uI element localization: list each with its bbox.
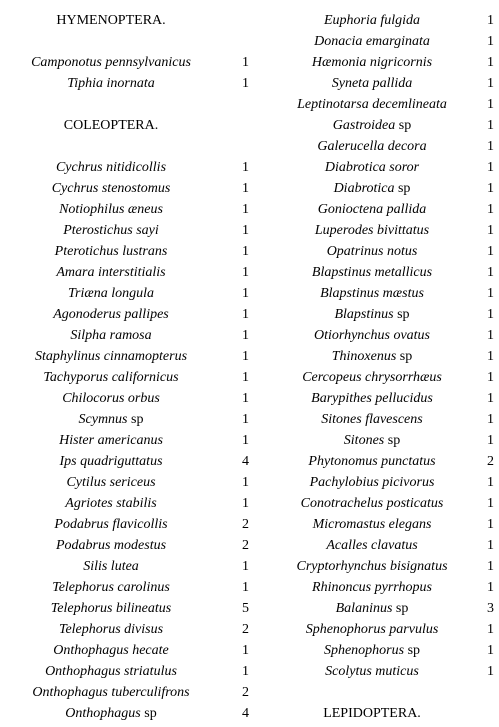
species-row: [286, 409, 499, 430]
species-count: 1: [242, 664, 249, 679]
blank-row: [286, 682, 499, 703]
species-row: [8, 598, 252, 619]
species-name: [286, 409, 458, 430]
species-count: 1: [242, 76, 249, 91]
species-name: [8, 199, 214, 220]
species-name-text: Telephorus divisus: [58, 622, 164, 637]
species-count: 1: [487, 76, 494, 91]
species-name: [8, 619, 214, 640]
species-count: 1: [242, 349, 249, 364]
species-name: [8, 409, 214, 430]
species-count: 1: [487, 97, 494, 112]
blank-row: [8, 136, 252, 157]
species-count: 1: [242, 286, 249, 301]
species-count: 2: [242, 538, 249, 553]
species-row: [286, 157, 499, 178]
species-count: 1: [487, 622, 494, 637]
section-heading: [8, 10, 252, 31]
species-name: [8, 535, 214, 556]
species-name: [286, 304, 458, 325]
species-row: [286, 325, 499, 346]
blank-row: [8, 31, 252, 52]
species-name: [286, 31, 458, 52]
species-count: 1: [487, 286, 494, 301]
species-row: [8, 409, 252, 430]
species-row: [286, 283, 499, 304]
species-name: [286, 451, 458, 472]
species-name: [286, 157, 458, 178]
left-column: [8, 10, 252, 724]
species-name: [286, 514, 458, 535]
species-name: [286, 73, 458, 94]
section-heading: [286, 703, 499, 724]
species-count: 1: [242, 412, 249, 427]
species-name-text: Notiophilus æneus: [59, 202, 163, 217]
species-name: [286, 472, 458, 493]
species-suffix: sp: [140, 706, 157, 721]
species-count: 1: [242, 370, 249, 385]
species-count: 1: [487, 475, 494, 490]
species-count: 1: [487, 223, 494, 238]
species-row: [286, 619, 499, 640]
species-count: 1: [242, 580, 249, 595]
species-count: 1: [487, 55, 494, 70]
species-count: 2: [487, 454, 494, 469]
species-count: 1: [487, 496, 494, 511]
species-row: [286, 73, 499, 94]
species-name-text: Rhinoncus pyrrhopus: [312, 580, 432, 595]
species-name-text: Diabrotica soror: [324, 160, 420, 175]
species-count: 5: [242, 601, 249, 616]
species-name-text: Telephorus carolinus: [52, 580, 170, 595]
species-row: [8, 640, 252, 661]
species-name-text: Tachyporus californicus: [43, 370, 179, 385]
species-count: 1: [487, 181, 494, 196]
species-name: [8, 388, 214, 409]
species-name: [8, 430, 214, 451]
species-count: 1: [242, 181, 249, 196]
species-count: 1: [487, 643, 494, 658]
species-name-text: Telephorus bilineatus: [50, 601, 172, 616]
species-name-text: Galerucella decora: [317, 139, 427, 154]
species-name: [286, 535, 458, 556]
species-name-text: Donacia emarginata: [314, 34, 430, 49]
species-count: 1: [487, 307, 494, 322]
species-row: [286, 472, 499, 493]
species-name: [286, 262, 458, 283]
species-name: [8, 73, 214, 94]
species-name-text: Ips quadriguttatus: [59, 454, 163, 469]
species-name: [8, 178, 214, 199]
species-name: [8, 241, 214, 262]
species-name: [8, 493, 214, 514]
species-row: [8, 661, 252, 682]
species-name-text: Gonioctena pallida: [317, 202, 427, 217]
species-count: 1: [242, 391, 249, 406]
species-name-text: Silpha ramosa: [70, 328, 152, 343]
species-name-text: Staphylinus cinnamopterus: [34, 349, 188, 364]
species-name-text: Diabrotica: [333, 181, 395, 196]
species-name: [8, 304, 214, 325]
species-name: [286, 388, 458, 409]
species-name: [286, 10, 458, 31]
species-name: [286, 325, 458, 346]
species-name: [8, 682, 214, 703]
species-row: [8, 52, 252, 73]
species-count: 1: [487, 349, 494, 364]
species-name: [286, 577, 458, 598]
species-row: [286, 304, 499, 325]
species-count: 1: [487, 160, 494, 175]
species-row: [8, 367, 252, 388]
species-suffix: sp: [394, 181, 411, 196]
species-row: [286, 31, 499, 52]
species-name-text: Luperodes bivittatus: [314, 223, 430, 238]
species-row: [286, 241, 499, 262]
species-count: 1: [487, 118, 494, 133]
species-count: 2: [242, 622, 249, 637]
species-count: 1: [487, 265, 494, 280]
section-heading-text: LEPIDOPTERA.: [323, 706, 421, 721]
species-count: 1: [242, 328, 249, 343]
species-name-text: Blapstinus metallicus: [311, 265, 433, 280]
species-name: [8, 325, 214, 346]
species-name-text: Sphenophorus: [323, 643, 405, 658]
species-row: [8, 535, 252, 556]
species-name-text: Gastroidea: [332, 118, 396, 133]
species-row: [8, 430, 252, 451]
species-row: [286, 262, 499, 283]
species-name: [286, 220, 458, 241]
species-suffix: sp: [393, 307, 410, 322]
species-row: [8, 178, 252, 199]
species-name-text: Syneta pallida: [331, 76, 413, 91]
species-count: 1: [242, 475, 249, 490]
species-row: [286, 388, 499, 409]
species-row: [286, 136, 499, 157]
species-name-text: Silis lutea: [83, 559, 139, 574]
species-suffix: sp: [395, 118, 412, 133]
species-count: 2: [242, 685, 249, 700]
species-name: [8, 514, 214, 535]
species-row: [8, 577, 252, 598]
species-row: [286, 556, 499, 577]
section-heading-text: COLEOPTERA.: [63, 118, 159, 133]
species-count: 1: [487, 433, 494, 448]
species-name: [286, 178, 458, 199]
species-name: [286, 640, 458, 661]
species-name-text: Agonoderus pallipes: [53, 307, 169, 322]
species-row: [8, 199, 252, 220]
species-name: [8, 577, 214, 598]
species-row: [8, 388, 252, 409]
species-row: [286, 115, 499, 136]
species-count: 1: [487, 202, 494, 217]
species-count: 1: [242, 559, 249, 574]
species-count: 1: [487, 370, 494, 385]
species-row: [286, 451, 499, 472]
species-name-text: Scolytus muticus: [325, 664, 419, 679]
species-count: 1: [487, 538, 494, 553]
species-suffix: sp: [396, 349, 413, 364]
species-row: [8, 493, 252, 514]
species-name: [8, 640, 214, 661]
species-row: [286, 199, 499, 220]
species-suffix: sp: [392, 601, 409, 616]
species-name-text: Cryptorhynchus bisignatus: [296, 559, 448, 574]
species-name: [8, 220, 214, 241]
species-name: [286, 367, 458, 388]
species-name-text: Tiphia inornata: [67, 76, 155, 91]
species-name-text: Onthophagus tuberculifrons: [32, 685, 190, 700]
species-count: 1: [487, 580, 494, 595]
species-count: 1: [487, 412, 494, 427]
species-row: [286, 493, 499, 514]
species-name: [286, 598, 458, 619]
species-count: 1: [242, 433, 249, 448]
species-suffix: sp: [127, 412, 144, 427]
species-name-text: Podabrus modestus: [55, 538, 167, 553]
species-name-text: Cercopeus chrysorrhæus: [302, 370, 442, 385]
species-count: 1: [487, 664, 494, 679]
species-row: [8, 556, 252, 577]
species-count: 4: [242, 706, 249, 721]
species-name-text: Triæna longula: [68, 286, 154, 301]
species-name-text: Scymnus: [78, 412, 128, 427]
species-row: [286, 52, 499, 73]
species-name-text: Agriotes stabilis: [65, 496, 157, 511]
species-name-text: Amara interstitialis: [56, 265, 166, 280]
species-name: [286, 661, 458, 682]
right-column: [286, 10, 499, 724]
section-heading-text: HYMENOPTERA.: [56, 13, 166, 28]
species-count: 1: [242, 265, 249, 280]
species-count: 1: [242, 244, 249, 259]
species-name-text: Pterotichus lustrans: [54, 244, 168, 259]
species-name: [286, 346, 458, 367]
species-name: [8, 52, 214, 73]
species-suffix: sp: [384, 433, 401, 448]
species-name: [8, 367, 214, 388]
species-row: [8, 703, 252, 724]
species-name: [8, 703, 214, 724]
species-count: 1: [487, 328, 494, 343]
species-row: [8, 262, 252, 283]
species-row: [286, 577, 499, 598]
species-name: [286, 52, 458, 73]
species-name: [8, 157, 214, 178]
species-name: [8, 451, 214, 472]
species-name-text: Phytonomus punctatus: [308, 454, 436, 469]
species-count: 1: [242, 307, 249, 322]
species-name-text: Sitones flavescens: [321, 412, 423, 427]
species-count: 3: [487, 601, 494, 616]
species-name-text: Balaninus: [335, 601, 393, 616]
species-count: 1: [242, 223, 249, 238]
species-suffix: sp: [404, 643, 421, 658]
species-name-text: Cychrus stenostomus: [51, 181, 171, 196]
species-row: [286, 514, 499, 535]
species-name-text: Chilocorus orbus: [62, 391, 160, 406]
species-row: [8, 157, 252, 178]
species-name-text: Onthophagus striatulus: [45, 664, 177, 679]
species-count: 1: [487, 559, 494, 574]
species-name-text: Blapstinus: [334, 307, 394, 322]
species-count: 1: [487, 517, 494, 532]
species-count: 4: [242, 454, 249, 469]
species-count: 1: [487, 34, 494, 49]
species-name-text: Hister americanus: [59, 433, 163, 448]
species-count: 1: [487, 244, 494, 259]
species-name-text: Cychrus nitidicollis: [55, 160, 167, 175]
species-count: 2: [242, 517, 249, 532]
species-row: [286, 535, 499, 556]
species-row: [286, 178, 499, 199]
species-row: [286, 10, 499, 31]
species-row: [8, 346, 252, 367]
species-name-text: Leptinotarsa decemlineata: [297, 97, 447, 112]
species-name-text: Blapstinus mæstus: [320, 286, 424, 301]
species-name-text: Micromastus elegans: [312, 517, 432, 532]
species-name-text: Acalles clavatus: [326, 538, 418, 553]
species-name-text: Opatrinus notus: [326, 244, 418, 259]
species-name-text: Thinoxenus: [331, 349, 397, 364]
species-name: [8, 346, 214, 367]
species-name: [286, 115, 458, 136]
species-name: [286, 556, 458, 577]
species-name-text: Camponotus pennsylvanicus: [31, 55, 191, 70]
species-count: 1: [242, 496, 249, 511]
species-name-text: Onthophagus: [65, 706, 141, 721]
species-row: [8, 619, 252, 640]
species-row: [286, 661, 499, 682]
species-count: 1: [487, 139, 494, 154]
species-count: 1: [242, 202, 249, 217]
species-name: [286, 94, 458, 115]
species-name: [8, 262, 214, 283]
species-row: [8, 325, 252, 346]
species-name-text: Cytilus sericeus: [66, 475, 156, 490]
blank-row: [8, 94, 252, 115]
species-name: [286, 619, 458, 640]
species-row: [8, 283, 252, 304]
species-name-text: Pterostichus sayi: [63, 223, 159, 238]
species-name-text: Podabrus flavicollis: [54, 517, 168, 532]
species-name-text: Sphenophorus parvulus: [305, 622, 439, 637]
species-name: [286, 283, 458, 304]
species-row: [286, 346, 499, 367]
species-row: [8, 682, 252, 703]
species-row: [286, 367, 499, 388]
species-count: 1: [242, 160, 249, 175]
species-name-text: Onthophagus hecate: [53, 643, 169, 658]
species-row: [8, 451, 252, 472]
species-name: [8, 661, 214, 682]
species-name: [286, 199, 458, 220]
species-row: [286, 220, 499, 241]
species-name-text: Euphoria fulgida: [323, 13, 421, 28]
species-row: [8, 220, 252, 241]
species-name-text: Barypithes pellucidus: [311, 391, 433, 406]
section-heading: [8, 115, 252, 136]
species-row: [8, 304, 252, 325]
species-row: [8, 73, 252, 94]
species-row: [286, 598, 499, 619]
species-row: [8, 514, 252, 535]
species-row: [8, 241, 252, 262]
species-name-text: Sitones: [343, 433, 385, 448]
species-name-text: Hæmonia nigricornis: [311, 55, 433, 70]
species-count: 1: [487, 391, 494, 406]
species-name: [8, 472, 214, 493]
species-name: [8, 598, 214, 619]
species-row: [286, 430, 499, 451]
species-count: 1: [242, 55, 249, 70]
species-name: [8, 556, 214, 577]
species-row: [8, 472, 252, 493]
species-name: [286, 241, 458, 262]
species-count: 1: [487, 13, 494, 28]
species-count: 1: [242, 643, 249, 658]
species-row: [286, 94, 499, 115]
species-row: [286, 640, 499, 661]
species-name-text: Conotrachelus posticatus: [300, 496, 444, 511]
species-name-text: Otiorhynchus ovatus: [313, 328, 430, 343]
species-name: [286, 493, 458, 514]
species-name: [286, 136, 458, 157]
species-name-text: Pachylobius picivorus: [309, 475, 435, 490]
species-name: [8, 283, 214, 304]
species-name: [286, 430, 458, 451]
